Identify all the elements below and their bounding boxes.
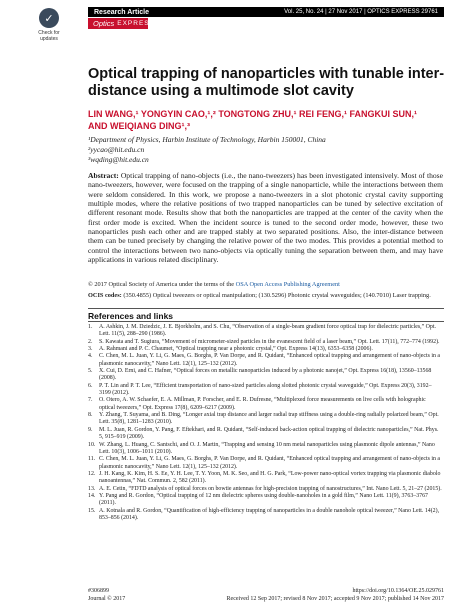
reference-number: 7.: [88, 397, 93, 404]
reference-number: 14.: [88, 492, 96, 499]
check-updates-icon: ✓: [39, 8, 59, 28]
reference-item: [88, 427, 443, 442]
reference-number: 10.: [88, 441, 96, 448]
reference-text: Y. Pang and R. Gordon, “Optical trapping of 12 nm dielectric spheres using double-nanoholes in a gold film,” Nano Lett. 11(9), 3763–3767 (2011).: [99, 492, 428, 507]
reference-text: J. H. Kang, K. Kim, H. S. Ee, Y. H. Lee, T. Y. Yoon, M. K. Seo, and H. G. Park, “Low-power nano-optical vortex trapping via plasmonic diabolo nanoantennas,” Nat. Commun. 2, 582 (2011).: [99, 470, 441, 485]
header-bar: [88, 7, 444, 17]
reference-item: [88, 442, 443, 457]
reference-item: [88, 324, 443, 339]
references-divider: [88, 321, 444, 322]
journal-name-caps: EXPRESS: [117, 20, 155, 27]
reference-text: A. Rahmani and P. C. Chaumet, “Optical trapping near a photonic crystal,” Opt. Express 14(13), 6353–6358 (2006).: [99, 346, 373, 353]
check-for-updates-badge[interactable]: [32, 8, 66, 50]
reference-number: 4.: [88, 353, 93, 360]
abstract-label: Abstract:: [88, 171, 119, 180]
ocis-codes: [88, 292, 443, 300]
reference-item: [88, 368, 443, 383]
reference-text: A. E. Cetin, “FDTD analysis of optical forces on bowtie antennas for high-precision trapping of nanostructures,” Int. Nano Lett. 5, 21–27 (2015).: [99, 485, 442, 492]
ocis-text: (350.4855) Optical tweezers or optical manipulation; (130.5296) Photonic crystal waveguides; (140.7010) Laser trapping.: [123, 292, 431, 299]
reference-text: W. Zhang, L. Huang, C. Santschi, and O. J. Martin, “Trapping and sensing 10 nm metal nanoparticles using plasmonic dipole antennas,” Nano Lett. 10(3), 1006–1011 (2010).: [99, 441, 435, 455]
affiliation-email-1[interactable]: ²yycao@hit.edu.cn: [88, 145, 145, 154]
reference-number: 11.: [88, 456, 96, 463]
reference-item: [88, 383, 443, 398]
journal-name-italic: Optics: [93, 19, 115, 28]
reference-number: 6.: [88, 382, 93, 389]
authors: LIN WANG,¹ YONGYIN CAO,¹,² TONGTONG ZHU,¹ REI FENG,¹ FANGKUI SUN,¹ AND WEIQIANG DING¹,³: [88, 109, 418, 131]
reference-text: M. L. Juan, R. Gordon, Y. Pang, F. Eftekhari, and R. Quidant, “Self-induced back-action optical trapping of dielectric nanoparticles,” Nat. Phys. 5, 915–919 (2009).: [99, 426, 439, 441]
reference-text: S. Kawata and T. Sugiura, “Movement of micrometer-sized particles in the evanescent field of a laser beam,” Opt. Lett. 17(11), 772–774 (1992).: [99, 338, 440, 345]
reference-list: [88, 324, 443, 522]
reference-item: [88, 471, 443, 486]
check-badge-line1: Check for: [38, 30, 60, 36]
reference-item: [88, 412, 443, 427]
reference-item: [88, 397, 443, 412]
abstract: [88, 171, 443, 264]
reference-item: [88, 508, 443, 523]
footer-doi[interactable]: https://doi.org/10.1364/OE.25.029761: [352, 588, 444, 594]
references-heading: References and links: [88, 311, 174, 321]
abstract-text: Optical trapping of nano-objects (i.e., the nano-tweezers) has been investigated intensively. Most of those nano-tweezers, however, were focused on the trapping of a single nanoparticle, while the interactions between them were seldom considered. In this work, we propose a nano-tweezers in a slot photonic crystal cavity supporting multiple modes, where the relative positions of two trapped nanoparticles can be tuned by selective excitation of different resonant mode. Results show that both the nanoparticles are trapped at the center of the cavity when the first order mode is excited. When the incident source is tuned to the second order mode, however, these two nanoparticles push each other and are trapped stably at two separated positions. Also, the inter-distance between them can be tuned precisely by changing the relative power of the two modes. This provides a potential method to control the interactions between two nano-objects via optically tuning the separation between them, and may have applications in various related disciplinary.: [88, 171, 443, 265]
footer-id: #306899: [88, 588, 109, 594]
reference-number: 15.: [88, 507, 96, 514]
license-link[interactable]: OSA Open Access Publishing Agreement: [235, 281, 340, 288]
reference-number: 3.: [88, 346, 93, 353]
reference-number: 5.: [88, 368, 93, 375]
citation: Vol. 25, No. 24 | 27 Nov 2017 | OPTICS EXPRESS 29761: [284, 9, 438, 15]
reference-item: [88, 456, 443, 471]
reference-text: C. Chen, M. L. Juan, Y. Li, G. Maes, G. Borghs, P. Van Dorpe, and R. Quidant, “Enhanced optical trapping and arrangement of nano-objects in a plasmonic nanocavity,” Nano Lett. 12(1), 125–132 (2012).: [99, 456, 441, 470]
reference-item: [88, 493, 443, 508]
reference-text: A. Ashkin, J. M. Dziedzic, J. E. Bjorkholm, and S. Chu, “Observation of a single-beam gradient force optical trap for dielectric particles,” Opt. Lett. 11(5), 288–290 (1986).: [99, 324, 436, 338]
reference-text: P. T. Lin and P. T. Lee, “Efficient transportation of nano-sized particles along slotted photonic crystal waveguide,” Opt. Express 20(3), 3192–3199 (2012).: [99, 382, 432, 397]
reference-text: X. Cui, D. Erni, and C. Hafner, “Optical forces on metallic nanoparticles induced by a photonic nanojet,” Opt. Express 16(18), 13560–13568 (2008).: [99, 368, 432, 382]
reference-item: [88, 486, 443, 493]
reference-number: 9.: [88, 426, 93, 433]
check-badge-line2: updates: [40, 36, 58, 42]
affiliation-1: ¹Department of Physics, Harbin Institute of Technology, Harbin 150001, China: [88, 135, 326, 144]
reference-text: Y. Zhang, T. Suyama, and B. Ding, “Longer axial trap distance and larger radial trap stiffness using a double-ring radially polarized beam,” Opt. Lett. 35(8), 1281–1283 (2010).: [99, 412, 439, 426]
paper-title: Optical trapping of nanoparticles with tunable inter-distance using a multimode slot cavity: [88, 66, 445, 99]
license-text: © 2017 Optical Society of America under the terms of the: [88, 281, 236, 288]
reference-item: [88, 339, 443, 346]
section-divider: [88, 308, 444, 309]
reference-text: O. Otero, A. W. Schaefer, E. A. Millman, P. Forscher, and E. R. Dufresne, “Multiplexed force measurements on live cells with holographic optical tweezers,” Opt. Express 17(8), 6209–6217 (2009).: [99, 397, 426, 411]
reference-number: 8.: [88, 412, 93, 419]
journal-logo: [88, 18, 155, 29]
page-footer: [88, 588, 444, 603]
ocis-label: OCIS codes:: [88, 292, 122, 299]
affiliation-email-2[interactable]: ³wqding@hit.edu.cn: [88, 155, 149, 164]
reference-text: A. Kotnala and R. Gordon, “Quantification of high-efficiency trapping of nanoparticles in a double nanohole optical tweezer,” Nano Lett. 14(2), 853–856 (2014).: [99, 507, 440, 521]
reference-item: [88, 353, 443, 368]
reference-number: 2.: [88, 338, 93, 345]
reference-number: 13.: [88, 485, 96, 492]
reference-text: C. Chen, M. L. Juan, Y. Li, G. Maes, G. Borghs, P. Van Dorpe, and R. Quidant, “Enhanced optical trapping and arrangement of nano-objects in a plasmonic nanocavity,” Nano Lett. 12(1), 125–132 (2012).: [99, 353, 441, 367]
reference-number: 12.: [88, 470, 96, 477]
license-line: [88, 281, 448, 289]
footer-dates: Received 12 Sep 2017; revised 8 Nov 2017; accepted 9 Nov 2017; published 14 Nov 2017: [226, 595, 444, 602]
article-type: Research Article: [94, 8, 149, 16]
footer-journal: Journal © 2017: [88, 595, 126, 602]
reference-number: 1.: [88, 324, 93, 330]
